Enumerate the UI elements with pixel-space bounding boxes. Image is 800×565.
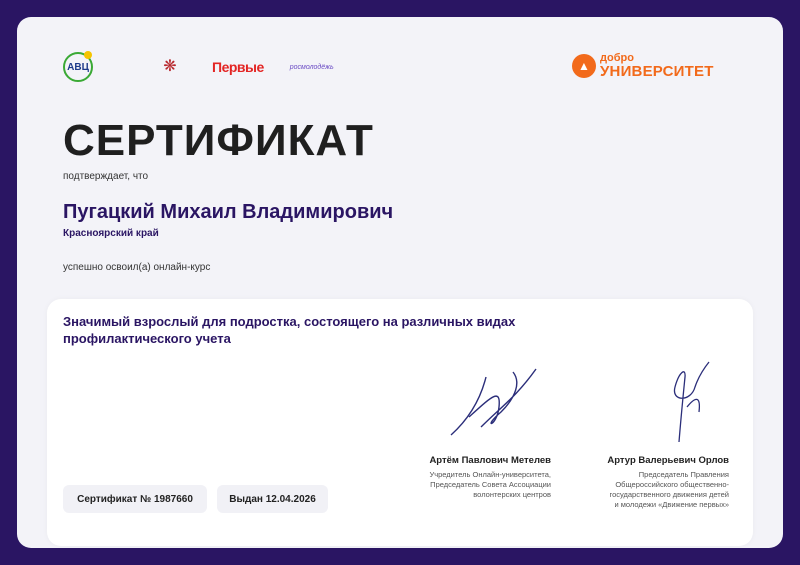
mastered-text: успешно освоил(а) онлайн-курс: [63, 262, 211, 273]
recipient-region: Красноярский край: [63, 228, 159, 239]
eagle-emblem-icon: ❋: [163, 58, 177, 75]
course-card: [47, 299, 753, 546]
partner-logos: [63, 49, 334, 85]
certificate-title: СЕРТИФИКАТ: [63, 116, 374, 165]
signer-role: Учредитель Онлайн-университета, Председатель Совета Ассоциации волонтерских центров: [429, 470, 551, 499]
pervye-logo: Первые: [212, 59, 264, 75]
avc-logo-caption: [96, 63, 122, 72]
signature-block-orlov: [567, 357, 729, 510]
course-title: Значимый взрослый для подростка, состоящего на различных видах профилактического учета: [63, 314, 516, 346]
signer-name: Артур Валерьевич Орлов: [607, 455, 729, 466]
recipient-name: Пугацкий Михаил Владимирович: [63, 201, 394, 223]
signer-role: Председатель Правления Общероссийского общественно- государственного движения детей и молодежи «Движение первых»: [609, 470, 729, 509]
presidential-grants-logo: [150, 58, 190, 76]
signer-name: Артём Павлович Метелев: [429, 455, 551, 466]
brand-top: добро: [600, 52, 634, 64]
confirms-text: подтверждает, что: [63, 171, 149, 182]
dobro-university-logo: [572, 53, 714, 79]
brand-bottom: УНИВЕРСИТЕТ: [600, 63, 714, 80]
signature-metelev-icon: [441, 357, 551, 447]
issue-date-badge: Выдан 12.04.2026: [217, 485, 328, 513]
rosmolodezh-logo: росмолодёжь: [289, 63, 334, 71]
avc-logo: [63, 52, 122, 82]
avc-logo-text: АВЦ: [67, 61, 89, 73]
certificate-sheet: [17, 17, 783, 548]
graduation-cap-icon: ▲: [572, 54, 596, 78]
certificate-number-badge: Сертификат № 1987660: [63, 485, 207, 513]
signature-orlov-icon: [639, 357, 729, 447]
avc-emblem-icon: [63, 52, 93, 82]
signature-block-metelev: [377, 357, 551, 500]
